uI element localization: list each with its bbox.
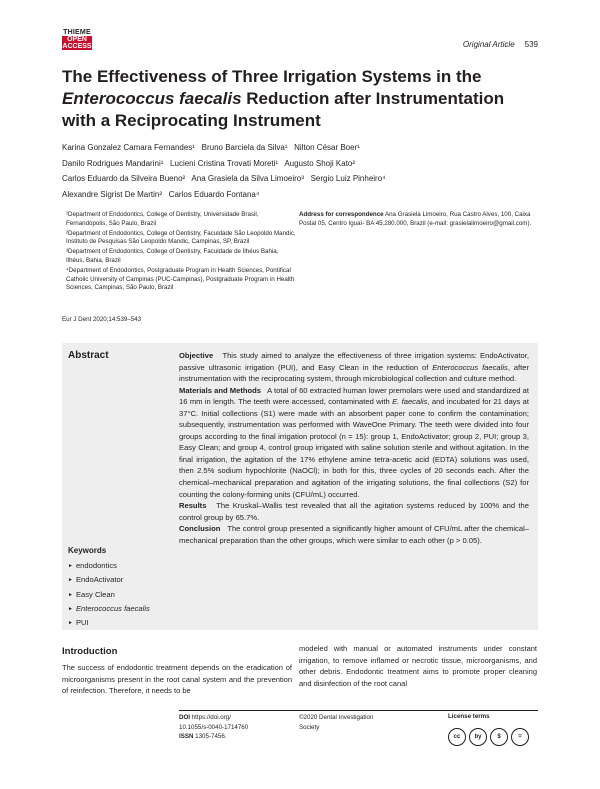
introduction-heading: Introduction [62,646,118,657]
results-text: The Kruskal–Wallis test revealed that all the agitation systems reduced by 100% and the control group by 65.7%. [179,501,532,522]
footer-copyright [299,713,409,732]
journal-citation: Eur J Dent 2020;14:539–543 [62,316,142,323]
nd-icon: = [511,728,529,746]
keyword-item: ► PUI [68,616,150,630]
keyword-item: ► Enterococcus faecalis [68,602,150,616]
keywords-list [68,559,150,630]
introduction-left-column: The success of endodontic treatment depends on the eradication of microorganisms present in the root canal system and the prevention of reinfection. Therefore, it needs to be [62,663,292,695]
title-line-2-rest: Reduction after Instrumentation [241,89,505,108]
keyword-item: ► Easy Clean [68,588,150,602]
license-icons[interactable] [448,725,538,747]
footer-doi-issn [179,713,289,742]
logo-line-3: ACCESS [62,43,92,50]
issn-value: 1305-7456. [193,733,227,740]
objective-text: This study aimed to analyze the effectiveness of three irrigation systems: EndoActivator, passive ultrasonic irrigation (PUI), and Easy Clean in the reduction of [179,351,532,372]
affiliation-item: ³Department of Endodontics, College of Dentistry, Faculdade de Ilhéus Bahia, Ilhéus, Bahia, Brazil [66,248,279,264]
issn-label: ISSN [179,733,194,740]
doi-line [179,713,289,723]
objective-species: Enterococcus faecalis [432,362,508,372]
affiliation-item: ²Department of Endodontics, College of Dentistry, Faculdade São Leopoldo Mandic, Instituto de Pesquisas São Leopoldo Mandic, Campinas, SP, Brazil [66,229,296,246]
keyword-item: ► endodontics [68,559,150,573]
doi-link-part[interactable]: https://doi.org/ [190,714,231,721]
abstract-body [179,350,532,546]
affiliation-item: ⁴Department of Endodontics, Postgraduate Program in Health Sciences, Pontifical Catholic University of Campinas (PUC-Campinas), Postgraduate Program in Health Sciences, Campinas, São Paulo, Brazil [66,266,295,292]
doi-label: DOI [179,714,191,721]
copyright-line: Society [299,723,320,731]
abstract-results [179,500,532,523]
author-list [62,140,542,202]
author-line: Alexandre Sigrist De Martin² Carlos Eduardo Fontana⁴ [62,189,260,199]
by-icon: by [469,728,487,746]
affiliation-item: ¹Department of Endodontics, College of Dentistry, Universidade Brasil, Fernandópolis, São Paulo, Brazil [66,211,259,227]
title-species: Enterococcus faecalis [62,89,242,108]
article-title [62,66,542,132]
methods-text: A total of 60 extracted human lower premolars were used and standardized at 16 mm in length. The teeth were accessed, contaminated with [179,385,532,407]
author-line: Danilo Rodrigues Mandarini¹ Lucieni Cristina Trovati Moreti¹ Augusto Shoji Kato² [62,158,356,168]
correspondence-text: Ana Grasiela Limoeiro, Rua Castro Alves, 100, Caixa Postal 05, Centro Iguaí- BA 45.280.000, Brazil (e-mail: grasielalimoeiro@gmail.com). [299,211,532,227]
abstract-methods [179,385,532,500]
objective-label: Objective [179,351,214,360]
running-header [463,40,538,49]
keyword-item: ► EndoActivator [68,573,150,587]
abstract-heading: Abstract [68,350,109,361]
keywords-heading: Keywords [68,546,107,555]
thieme-open-access-logo [62,29,92,51]
abstract-objective [179,350,532,385]
abstract-conclusion [179,523,529,546]
methods-label: Materials and Methods [179,385,262,395]
issn-line [179,732,289,742]
conclusion-text: The control group presented a significantly higher amount of CFU/mL after the chemical–mechanical preparation than the other groups, which were similar to each other (p > 0.05). [179,524,529,545]
section-label: Original Article [462,40,515,49]
title-line-1: The Effectiveness of Three Irrigation Systems in the [62,67,482,86]
title-line-3: with a Reciprocating Instrument [62,111,321,130]
results-label: Results [179,501,207,511]
affiliations [62,211,297,294]
correspondence-label: Address for correspondence [299,211,384,218]
license-terms-label: License terms [448,713,490,720]
methods-text-end: , and incubated for 21 days at 37°C. Initial collections (S1) were made with an absorbent paper cone to confirm the contamination; subsequently, instrumentation was performed with WaveOne Primary. The teeth were divided into four groups according to the final irrigation protocol (n = 15): group 1, EndoActivator; group 2, PUI; group 3, Easy Clean; and group 4, control group irrigated with saline solution sterile and without agitation. In the final irrigation, the agitation of the 17% ethylene amine tetra-acetic acid (EDTA) solutions was used, then 2.5% sodium hypochlorite (NaOCl); in both for this, three cycles of 20 seconds each. After the chemical–mechanical preparation and agitation of the irrigating solutions, the final collections (S2) for counting the colony-forming units (CFU/mL) occurred. [179,397,532,499]
doi-link[interactable]: 10.1055/s-0040-1714760 [179,723,249,731]
author-line: Karina Gonzalez Camara Fernandes¹ Bruno Barciela da Silva¹ Nilton César Boer¹ [62,143,360,152]
objective-text-end: , after instrumentation with the reciprocating system, through microbiological collection and culture method. [179,362,532,384]
introduction-right-column: modeled with manual or automated instruments under constant irrigation, to remove inflamed or necrotic tissue, microorganisms, and other debris. Endodontic treatment aims to promote proper cleaning and disinfection of the root canal [299,644,537,688]
methods-species: E. faecalis [392,397,428,407]
footer-divider [179,710,538,711]
title-line-2 [62,88,542,110]
author-line: Carlos Eduardo da Silveira Bueno² Ana Grasiela da Silva Limoeiro³ Sergio Luiz Pinheiro⁴ [62,174,386,183]
copyright-line: ©2020 Dental Investigation [299,714,374,721]
nc-icon: $ [490,728,508,746]
correspondence [299,211,539,229]
conclusion-label: Conclusion [179,524,221,534]
logo-line-2: OPEN [62,36,92,43]
cc-icon: cc [448,728,466,746]
logo-line-1: THIEME [63,29,91,36]
page-number: 539 [524,40,538,49]
